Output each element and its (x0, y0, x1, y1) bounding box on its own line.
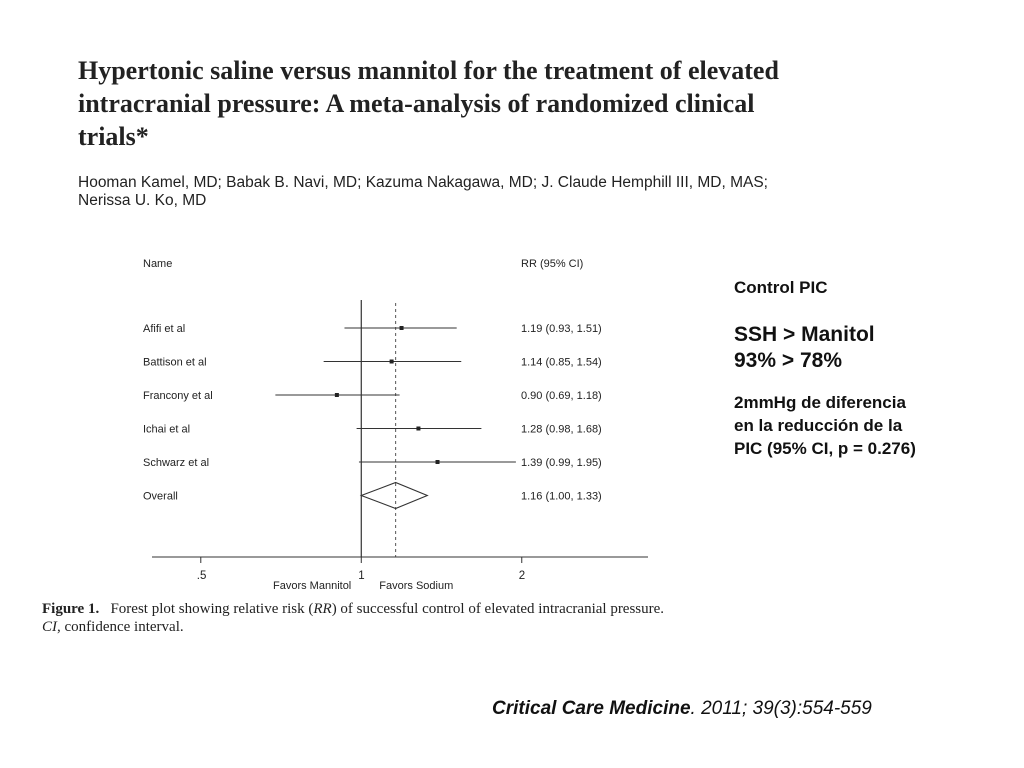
x-axis-tick-label: 2 (518, 570, 526, 582)
point-estimate-marker (416, 427, 420, 431)
x-axis-tick-label: .5 (196, 570, 207, 582)
author-list-line-2: Nerissa U. Ko, MD (78, 192, 207, 209)
caption-text-c: , confidence interval. (57, 619, 184, 635)
study-name: Battison et al (143, 356, 207, 369)
figure-label: Figure 1. (42, 601, 100, 617)
caption-line-2 (42, 618, 772, 636)
study-name: Ichai et al (143, 423, 191, 436)
note-comparison: SSH > Manitol (734, 323, 875, 346)
point-estimate-marker (335, 393, 339, 397)
point-estimate-marker (390, 360, 394, 364)
note-control: Control PIC (734, 278, 828, 297)
slide-notes (734, 276, 1004, 460)
overall-estimate-label: 1.16 (1.00, 1.33) (521, 490, 602, 503)
citation-details: . 2011; 39(3):554-559 (690, 698, 872, 719)
caption-text-a: Forest plot showing relative risk ( (110, 601, 314, 617)
journal-citation (492, 698, 872, 720)
overall-diamond (361, 483, 427, 509)
caption-text-b: ) of successful control of elevated intracranial pressure. (331, 601, 665, 617)
column-header-estimate: RR (95% CI) (521, 258, 584, 270)
overall-name: Overall (143, 490, 178, 503)
paper-title-line-3: trials* (78, 122, 149, 151)
x-axis-tick-label: 1 (358, 570, 365, 582)
study-estimate-label: 1.39 (0.99, 1.95) (521, 457, 602, 469)
journal-name: Critical Care Medicine (492, 698, 691, 719)
note-difference-line-3: PIC (95% CI, p = 0.276) (734, 439, 916, 458)
study-name: Schwarz et al (143, 457, 210, 469)
study-estimate-label: 1.28 (0.98, 1.68) (521, 423, 602, 436)
note-percentages: 93% > 78% (734, 349, 842, 372)
column-header-name: Name (143, 258, 173, 270)
paper-title-line-1: Hypertonic saline versus mannitol for the treatment of elevated (78, 56, 779, 85)
note-difference-line-2: en la reducción de la (734, 416, 903, 435)
study-estimate-label: 0.90 (0.69, 1.18) (521, 390, 602, 402)
point-estimate-marker (400, 326, 404, 330)
favors-right-label: Favors Sodium (379, 580, 454, 592)
note-difference-line-1: 2mmHg de diferencia (734, 393, 906, 412)
figure-caption (42, 600, 772, 636)
paper-title-line-2: intracranial pressure: A meta-analysis of randomized clinical (78, 89, 755, 118)
caption-line-1 (42, 600, 772, 618)
study-estimate-label: 1.19 (0.93, 1.51) (521, 323, 602, 335)
author-list-line-1: Hooman Kamel, MD; Babak B. Navi, MD; Kazuma Nakagawa, MD; J. Claude Hemphill III, MD, MAS; (78, 174, 768, 191)
study-name: Francony et al (143, 390, 213, 402)
point-estimate-marker (436, 460, 440, 464)
study-estimate-label: 1.14 (0.85, 1.54) (521, 356, 602, 369)
caption-rr-abbrev: RR (313, 601, 332, 617)
caption-ci-abbrev: CI (42, 619, 57, 635)
favors-left-label: Favors Mannitol (273, 580, 352, 592)
study-name: Afifi et al (143, 323, 186, 335)
